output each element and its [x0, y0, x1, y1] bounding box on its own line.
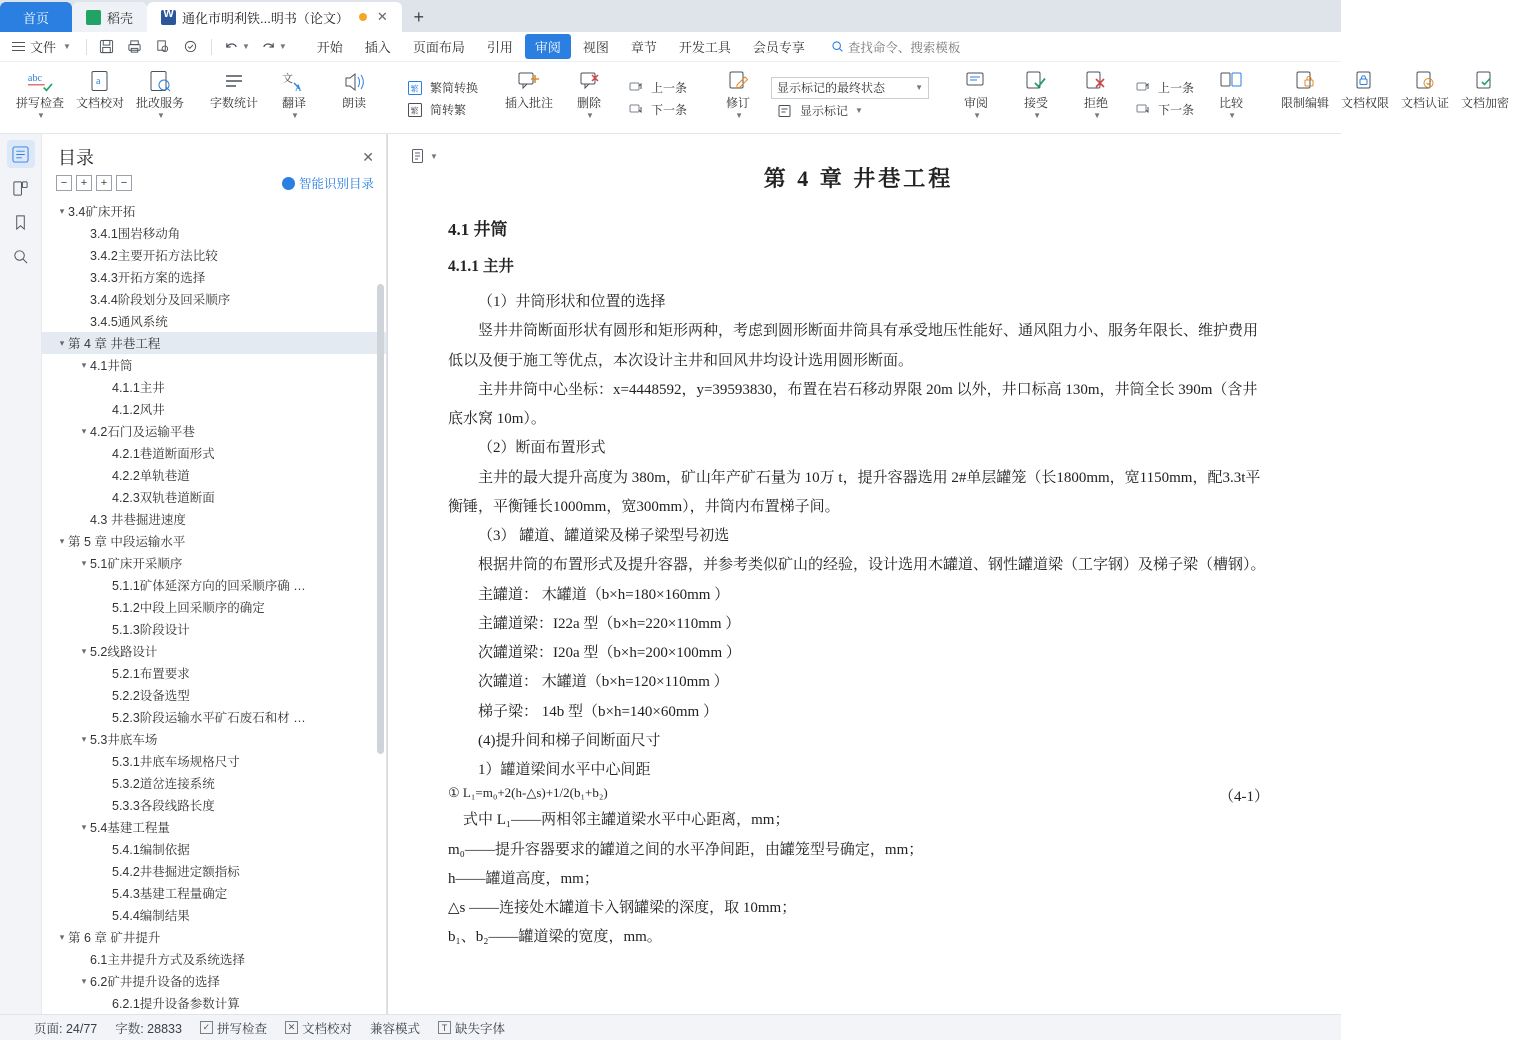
ribbon-tab-sections[interactable]: 章节 — [630, 40, 657, 55]
outline-item-label: 5.1.1矿体延深方向的回采顺序确 … — [112, 579, 306, 593]
outline-item-label: 3.4.3开拓方案的选择 — [90, 271, 206, 285]
spellcheck-status[interactable] — [200, 1019, 267, 1037]
thumbnail-icon[interactable] — [7, 174, 35, 202]
outline-item-label: 5.4.3基建工程量确定 — [112, 887, 228, 901]
chevron-down-icon: ▼ — [63, 42, 71, 51]
outline-item[interactable] — [42, 904, 386, 926]
paragraph: 梯子梁： 14b 型（b×h=140×60mm ） — [478, 703, 718, 720]
outline-item-label: 5.1.2中段上回采顺序的确定 — [112, 601, 265, 615]
print-icon[interactable] — [122, 35, 148, 59]
outline-item[interactable] — [42, 970, 386, 992]
correction-service-button[interactable] — [131, 64, 189, 133]
collapse-all-button[interactable]: − — [56, 175, 72, 191]
word-count-icon — [221, 68, 247, 96]
smart-toc-button[interactable] — [282, 174, 374, 192]
chevron-down-icon[interactable]: ▾ — [81, 821, 87, 832]
document-icon — [410, 148, 426, 164]
chevron-down-icon[interactable]: ▾ — [81, 645, 87, 656]
search-input[interactable] — [831, 38, 961, 56]
trad-simp-icon — [405, 78, 425, 98]
correction-service-icon — [147, 68, 173, 96]
track-changes-icon — [725, 68, 751, 96]
outline-item-label: 3.4.2主要开拓方法比较 — [90, 249, 218, 263]
document-proof-icon — [87, 68, 113, 96]
search-icon[interactable] — [7, 242, 35, 270]
svg-text:繁: 繁 — [410, 106, 419, 115]
equation-text: ① L₁=m₀+2(h-△s)+1/2(b₁+b₂) — [448, 785, 608, 801]
side-rail — [0, 134, 42, 1014]
compare-label: 比较 — [1219, 96, 1244, 110]
search-icon — [831, 40, 844, 53]
store-icon — [86, 10, 101, 25]
compare-icon — [1218, 68, 1244, 96]
trad-simp-button[interactable] — [401, 78, 482, 98]
markup-column — [769, 64, 931, 133]
outline-item[interactable] — [42, 882, 386, 904]
chevron-down-icon: ▼ — [855, 106, 863, 115]
paragraph: 主罐道梁：I22a 型（b×h=220×110mm ） — [478, 615, 741, 632]
tab-store-label: 稻壳 — [107, 10, 134, 26]
document-proof-button[interactable] — [71, 64, 129, 133]
outline-item-label: 第 5 章 中段运输水平 — [68, 535, 186, 549]
prev-change-button[interactable] — [1129, 78, 1198, 98]
outline-item[interactable] — [42, 376, 386, 398]
outline-item-label: 5.2线路设计 — [90, 645, 158, 659]
svg-text:abc: abc — [27, 73, 43, 85]
chevron-down-icon[interactable]: ▾ — [81, 359, 87, 370]
doc-certify-icon — [1412, 68, 1438, 96]
paragraph: （3） 罐道、罐道梁及梯子梁型号初选 — [478, 528, 730, 544]
chevron-down-icon[interactable]: ▾ — [81, 975, 87, 986]
doc-permission-button[interactable] — [1336, 64, 1394, 133]
page-number-status[interactable]: 页面: 24/77 — [34, 1021, 98, 1036]
chevron-down-icon: ▼ — [735, 111, 743, 120]
delete-comment-label: 删除 — [577, 96, 602, 110]
menu-icon — [12, 39, 25, 54]
outline-item-label: 5.2.2设备选型 — [112, 689, 190, 703]
reject-label: 拒绝 — [1084, 96, 1109, 110]
file-menu-label: 文件 — [30, 40, 57, 55]
doc-encrypt-label: 文档加密 — [1461, 96, 1510, 110]
restrict-edit-icon — [1292, 68, 1318, 96]
chevron-down-icon: ▼ — [241, 42, 250, 51]
proofread-status[interactable] — [285, 1019, 352, 1037]
chevron-down-icon[interactable]: ▾ — [81, 557, 87, 568]
ribbon-tab-start[interactable]: 开始 — [316, 40, 343, 55]
outline-item[interactable] — [42, 552, 386, 574]
reject-button[interactable] — [1067, 64, 1125, 133]
tab-store[interactable] — [72, 2, 147, 32]
spellcheck-button[interactable] — [11, 64, 69, 133]
missing-font-label: 缺失字体 — [455, 1021, 506, 1036]
simp-to-trad-button[interactable] — [401, 100, 482, 120]
outline-item-label: 4.1.2风井 — [112, 403, 165, 417]
chevron-down-icon[interactable]: ▾ — [59, 931, 65, 942]
outline-item[interactable] — [42, 684, 386, 706]
outline-item-label: 第 4 章 井巷工程 — [68, 337, 161, 351]
outline-toolbar — [42, 172, 386, 200]
prev-comment-button[interactable] — [622, 78, 691, 98]
ribbon-tab-developer[interactable]: 开发工具 — [678, 40, 731, 55]
legend-line: m₀——提升容器要求的罐道之间的水平净间距，由罐笼型号确定，mm； — [448, 841, 924, 858]
proofread-status-label: 文档校对 — [301, 1021, 352, 1036]
track-changes-label: 修订 — [726, 96, 751, 110]
next-comment-button[interactable] — [622, 100, 691, 120]
new-comment-label: 插入批注 — [505, 96, 554, 110]
ribbon-group-comments — [495, 64, 698, 133]
outline-item[interactable] — [42, 332, 386, 354]
outline-item-label: 5.4基建工程量 — [90, 821, 170, 835]
markup-display-value: 显示标记的最终状态 — [777, 81, 886, 95]
outline-item[interactable] — [42, 244, 386, 266]
next-change-button[interactable] — [1129, 100, 1198, 120]
outline-item[interactable] — [42, 838, 386, 860]
outline-item[interactable] — [42, 288, 386, 310]
prev-change-icon — [1133, 78, 1153, 98]
outline-item-label: 5.3.3各段线路长度 — [112, 799, 215, 813]
chevron-down-icon: ▼ — [1033, 111, 1041, 120]
doc-certify-button[interactable] — [1396, 64, 1454, 133]
outline-item[interactable] — [42, 728, 386, 750]
word-document-icon — [161, 10, 176, 25]
outline-item[interactable] — [42, 640, 386, 662]
print-preview-icon[interactable] — [150, 35, 176, 59]
outline-item[interactable] — [42, 398, 386, 420]
search-placeholder: 查找命令、搜索模板 — [847, 40, 961, 55]
document-page[interactable] — [388, 134, 1341, 1014]
spellcheck-label: 拼写检查 — [15, 96, 64, 110]
ribbon-tab-member[interactable]: 会员专享 — [752, 40, 805, 55]
paragraph: 主井的最大提升高度为 380m，矿山年产矿石量为 10万 t，提升容器选用 2#单层罐笼（长1800mm，宽1150mm，配3.3t平衡锤，平衡锤长1000mm，宽300mm），井筒内布置梯子间。 — [448, 469, 1261, 515]
quick-access-bar — [0, 32, 1341, 62]
ribbon-tab-review[interactable]: 审阅 — [525, 34, 571, 59]
outline-item[interactable] — [42, 508, 386, 530]
ribbon — [0, 62, 1510, 134]
heading-4-1-1: 4.1.1 主井 — [448, 258, 514, 275]
equation-line — [448, 785, 1269, 806]
outline-item-label: 5.4.1编制依据 — [112, 843, 190, 857]
tab-bar — [0, 0, 1341, 32]
paragraph: （2）断面布置形式 — [478, 440, 606, 457]
reject-icon — [1083, 68, 1109, 96]
markup-display-select[interactable] — [771, 77, 929, 99]
reviewing-pane-button[interactable] — [947, 64, 1005, 133]
outline-item-label: 6.2矿井提升设备的选择 — [90, 975, 220, 989]
correction-service-label: 批改服务 — [135, 96, 184, 110]
outline-item-label: 5.2.3阶段运输水平矿石废石和材 … — [112, 711, 306, 725]
outline-scrollbar-thumb[interactable] — [377, 284, 384, 754]
outline-level-buttons — [56, 175, 132, 191]
track-changes-button[interactable] — [709, 64, 767, 133]
paragraph: 主罐道： 木罐道（b×h=180×160mm ） — [478, 586, 730, 603]
chevron-down-icon: ▼ — [430, 151, 438, 161]
outline-item-label: 4.2.2单轨巷道 — [112, 469, 190, 483]
chevron-down-icon[interactable]: ▾ — [81, 733, 87, 744]
translate-label: 翻译 — [281, 96, 306, 110]
paragraph: 次罐道： 木罐道（b×h=120×110mm ） — [478, 674, 729, 691]
show-markup-label: 显示标记 — [800, 104, 849, 118]
new-comment-icon — [515, 68, 543, 96]
outline-item[interactable] — [42, 200, 386, 222]
heading-4-1: 4.1 井筒 — [448, 220, 508, 239]
legend-line: △s ——连接处木罐道卡入钢罐梁的深度，取 10mm； — [448, 900, 797, 916]
equation-number: （4-1） — [1219, 789, 1269, 806]
divider — [211, 39, 212, 55]
paragraph: 根据井筒的布置形式及提升容器，并参考类似矿山的经验，设计选用木罐道、钢性罐道梁（工字钢）及梯子梁（槽钢）。 — [478, 557, 1266, 574]
paragraph: （1）井筒形状和位置的选择 — [478, 294, 666, 310]
doc-certify-label: 文档认证 — [1401, 96, 1450, 110]
paragraph-marker-tool[interactable] — [410, 148, 438, 164]
read-aloud-label: 朗读 — [341, 96, 366, 110]
outline-item-label: 5.3.2道岔连接系统 — [112, 777, 215, 791]
outline-item-label: 4.2石门及运输平巷 — [90, 425, 195, 439]
outline-title: 目录 — [58, 148, 94, 168]
chinese-conversion-column — [399, 64, 484, 133]
outline-item[interactable] — [42, 486, 386, 508]
redo-icon[interactable] — [256, 35, 291, 59]
word-count-status[interactable]: 字数: 28833 — [115, 1021, 182, 1036]
paragraph: 1）罐道梁间水平中心间距 — [478, 762, 651, 778]
chevron-down-icon: ▼ — [973, 111, 981, 120]
outline-item[interactable] — [42, 354, 386, 376]
outline-item[interactable] — [42, 816, 386, 838]
expand-all-button[interactable]: + — [96, 175, 112, 191]
outline-item-label: 3.4.1围岩移动角 — [90, 227, 181, 241]
outline-item[interactable] — [42, 442, 386, 464]
font-warning-icon: T — [438, 1021, 451, 1034]
outline-item[interactable] — [42, 860, 386, 882]
outline-item-label: 5.2.1布置要求 — [112, 667, 190, 681]
doc-encrypt-button[interactable] — [1456, 64, 1514, 133]
read-aloud-icon — [340, 68, 368, 96]
show-markup-button[interactable] — [771, 101, 929, 121]
outline-item[interactable] — [42, 926, 386, 948]
outline-item-label: 6.1主井提升方式及系统选择 — [90, 953, 245, 967]
paragraph: (4)提升间和梯子间断面尺寸 — [478, 732, 661, 749]
chevron-down-icon: ▼ — [291, 111, 299, 120]
doc-permission-icon — [1352, 68, 1378, 96]
smart-toc-label: 智能识别目录 — [298, 177, 374, 191]
outline-item-label: 3.4.5通风系统 — [90, 315, 168, 329]
prev-change-label: 上一条 — [1158, 81, 1195, 95]
file-menu-button[interactable] — [8, 35, 79, 59]
ribbon-group-chinese-conversion — [394, 64, 489, 133]
ribbon-tab-insert[interactable]: 插入 — [364, 40, 391, 55]
trad-simp-label: 繁简转换 — [430, 81, 479, 95]
reviewing-pane-icon — [963, 68, 989, 96]
svg-text:文: 文 — [282, 73, 293, 85]
spellcheck-icon: ✓ — [200, 1021, 213, 1034]
chevron-down-icon: ▼ — [278, 42, 287, 51]
new-tab-button[interactable] — [402, 2, 436, 32]
restrict-edit-button[interactable] — [1276, 64, 1334, 133]
outline-item[interactable] — [42, 618, 386, 640]
read-aloud-button[interactable] — [325, 64, 383, 133]
bookmark-icon[interactable] — [7, 208, 35, 236]
ribbon-group-changes — [942, 64, 1265, 133]
word-count-button[interactable] — [205, 64, 263, 133]
chevron-down-icon[interactable]: ▾ — [59, 535, 65, 546]
globe-icon — [282, 177, 295, 190]
chevron-down-icon[interactable]: ▾ — [59, 205, 65, 216]
ribbon-group-protect — [1271, 64, 1519, 133]
comment-nav-column — [620, 64, 693, 133]
close-icon[interactable]: ✕ — [376, 9, 388, 24]
ribbon-tab-references[interactable]: 引用 — [486, 40, 513, 55]
reviewing-pane-label: 审阅 — [964, 96, 989, 110]
tab-home[interactable] — [0, 2, 72, 32]
svg-text:繁: 繁 — [410, 84, 419, 93]
outline-item-label: 4.1.1主井 — [112, 381, 165, 395]
doc-permission-label: 文档权限 — [1341, 96, 1390, 110]
proofread-icon: ✕ — [285, 1021, 298, 1034]
save-icon[interactable] — [94, 35, 120, 59]
accept-icon — [1023, 68, 1049, 96]
next-change-label: 下一条 — [1158, 103, 1195, 117]
outline-item[interactable] — [42, 948, 386, 970]
document-proof-label: 文档校对 — [75, 96, 124, 110]
outline-item[interactable] — [42, 310, 386, 332]
chevron-down-icon: ▼ — [37, 111, 45, 120]
expand-button[interactable]: + — [76, 175, 92, 191]
chevron-down-icon: ▼ — [915, 83, 924, 92]
undo-icon[interactable] — [219, 35, 254, 59]
tab-home-label: 首页 — [22, 10, 49, 26]
outline-item[interactable] — [42, 992, 386, 1014]
collapse-button[interactable]: − — [116, 175, 132, 191]
chevron-down-icon[interactable]: ▾ — [81, 425, 87, 436]
outline-item[interactable] — [42, 596, 386, 618]
outline-item-label: 3.4.4阶段划分及回采顺序 — [90, 293, 231, 307]
outline-item-label: 3.4矿床开拓 — [68, 205, 136, 219]
legend-line: h——罐道高度，mm； — [448, 870, 599, 887]
delete-comment-button[interactable] — [560, 64, 618, 133]
prev-comment-icon — [626, 78, 646, 98]
workspace — [0, 134, 1341, 1014]
outline-item-label: 5.1矿床开采顺序 — [90, 557, 183, 571]
next-comment-label: 下一条 — [651, 103, 688, 117]
translate-button[interactable] — [265, 64, 323, 133]
ribbon-group-language — [200, 64, 388, 133]
translate-icon — [280, 68, 308, 96]
unsaved-dot-icon — [359, 13, 367, 21]
chevron-down-icon[interactable]: ▾ — [59, 337, 65, 348]
new-comment-button[interactable] — [500, 64, 558, 133]
close-icon[interactable]: ✕ — [362, 148, 374, 165]
change-nav-column — [1127, 64, 1200, 133]
svg-text:A: A — [295, 83, 302, 93]
chevron-down-icon: ▼ — [1228, 111, 1236, 120]
outline-panel — [42, 134, 387, 1014]
outline-item[interactable] — [42, 772, 386, 794]
outline-item-label: 5.4.4编制结果 — [112, 909, 190, 923]
outline-item[interactable] — [42, 794, 386, 816]
ribbon-group-proofing — [6, 64, 194, 133]
compat-mode-status[interactable]: 兼容模式 — [369, 1021, 420, 1036]
delete-comment-icon — [576, 68, 602, 96]
outline-item[interactable] — [42, 266, 386, 288]
outline-item[interactable] — [42, 420, 386, 442]
outline-item-label: 4.3 井巷掘进速度 — [90, 513, 186, 527]
word-count-label: 字数统计 — [209, 96, 258, 110]
outline-item[interactable] — [42, 662, 386, 684]
missing-font-status[interactable] — [438, 1019, 505, 1037]
ribbon-tab-page-layout[interactable]: 页面布局 — [412, 40, 465, 55]
legend-line: b₁、b₂——罐道梁的宽度，mm。 — [448, 929, 662, 946]
spellcheck-icon — [25, 68, 55, 96]
new-tab-label: + — [413, 6, 425, 27]
tab-document[interactable] — [147, 2, 402, 32]
svg-text:a: a — [96, 76, 101, 87]
paragraph: 竖井井筒断面形状有圆形和矩形两种，考虑到圆形断面井筒具有承受地压性能好、通风阻力小、服务年限长、维护费用低以及便于施工等优点，本次设计主井和回风井均设计选用圆形断面。 — [448, 323, 1259, 369]
outline-item[interactable] — [42, 464, 386, 486]
document-check-icon[interactable] — [178, 35, 204, 59]
ribbon-tab-list — [307, 34, 815, 59]
divider — [86, 39, 87, 55]
paragraph: 次罐道梁：I20a 型（b×h=200×100mm ） — [478, 645, 741, 661]
outline-item-label: 4.1井筒 — [90, 359, 133, 373]
outline-item[interactable] — [42, 530, 386, 552]
next-change-icon — [1133, 100, 1153, 120]
chevron-down-icon: ▼ — [586, 111, 594, 120]
outline-item-label: 5.3.1井底车场规格尺寸 — [112, 755, 240, 769]
outline-item[interactable] — [42, 750, 386, 772]
document-area — [387, 134, 1341, 1014]
next-comment-icon — [626, 100, 646, 120]
simp-to-trad-icon — [405, 100, 425, 120]
outline-item[interactable] — [42, 706, 386, 728]
spellcheck-status-label: 拼写检查 — [216, 1021, 267, 1036]
outline-item[interactable] — [42, 222, 386, 244]
ribbon-tab-view[interactable]: 视图 — [582, 40, 609, 55]
outline-icon[interactable] — [7, 140, 35, 168]
outline-item-label: 5.3井底车场 — [90, 733, 158, 747]
outline-item-label: 5.1.3阶段设计 — [112, 623, 190, 637]
simp-to-trad-label: 简转繁 — [430, 103, 467, 117]
compare-button[interactable] — [1202, 64, 1260, 133]
prev-comment-label: 上一条 — [651, 81, 688, 95]
tab-document-label: 通化市明利铁...明书（论文） — [182, 10, 349, 26]
paragraph: 主井井筒中心坐标：x=4448592，y=39593830，布置在岩石移动界限 20m 以外，井口标高 130m，井筒全长 390m（含井底水窝 10m）。 — [448, 381, 1258, 427]
restrict-edit-label: 限制编辑 — [1281, 96, 1330, 110]
chevron-down-icon: ▼ — [1093, 111, 1101, 120]
ribbon-group-tracking — [704, 64, 936, 133]
outline-item[interactable] — [42, 574, 386, 596]
outline-item-label: 5.4.2井巷掘进定额指标 — [112, 865, 240, 879]
outline-item-label: 4.2.1巷道断面形式 — [112, 447, 215, 461]
show-markup-icon — [775, 101, 795, 121]
accept-label: 接受 — [1024, 96, 1049, 110]
page-title: 第 4 章 井巷工程 — [763, 166, 954, 191]
outline-header — [42, 134, 386, 172]
outline-item-label: 4.2.3双轨巷道断面 — [112, 491, 215, 505]
chevron-down-icon: ▼ — [157, 111, 165, 120]
accept-button[interactable] — [1007, 64, 1065, 133]
outline-item-label: 第 6 章 矿井提升 — [68, 931, 161, 945]
outline-item-label: 6.2.1提升设备参数计算 — [112, 997, 240, 1011]
legend-line: 式中 L₁——两相邻主罐道梁水平中心距离，mm； — [463, 812, 790, 829]
outline-tree — [42, 200, 386, 1018]
doc-encrypt-icon — [1472, 68, 1498, 96]
